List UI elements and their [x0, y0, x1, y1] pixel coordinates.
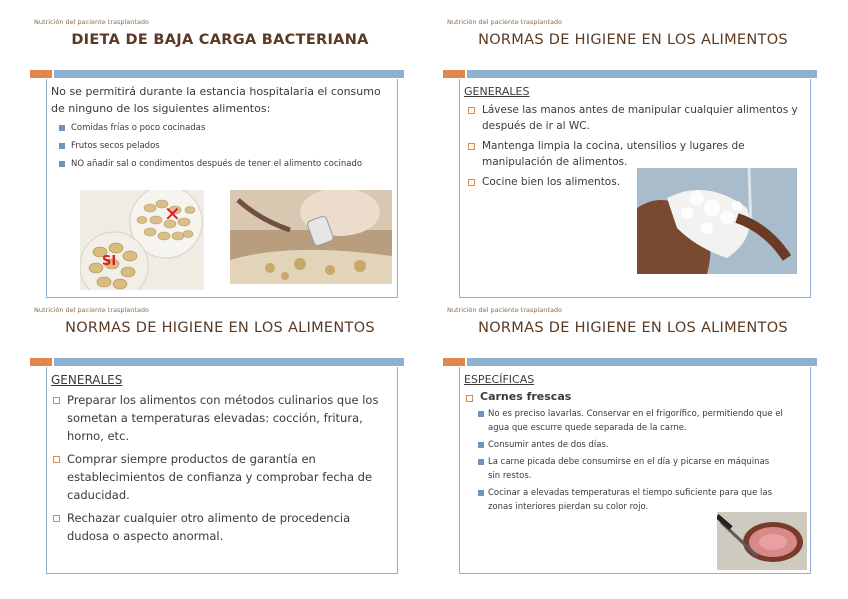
accent-bar-blue — [467, 70, 817, 78]
salt-shaker-photo — [230, 190, 392, 284]
si-mark-label: SI — [102, 254, 117, 269]
slide-3 — [30, 306, 430, 586]
accent-bar-blue — [54, 70, 404, 78]
subheading: Carnes frescas — [464, 390, 810, 403]
section-heading: GENERALES — [464, 85, 530, 98]
list-item: Lávese las manos antes de manipular cualquier alimentos y después de ir al WC. — [464, 102, 802, 134]
list-item: No es preciso lavarlas. Conservar en el frigorífico, permitiendo que el agua que escurre quede separada de la carne. — [460, 407, 806, 435]
list-item: Cocine bien los alimentos. — [464, 174, 802, 190]
list-item: Consumir antes de dos días. — [460, 438, 806, 452]
food-list — [47, 121, 397, 171]
nuts-photo — [80, 190, 204, 290]
section-heading: GENERALES — [51, 373, 123, 387]
accent-bar-orange — [443, 70, 465, 78]
hygiene-list — [47, 391, 397, 545]
accent-bar-orange — [443, 358, 465, 366]
list-item: Preparar los alimentos con métodos culinarios que los sometan a temperaturas elevadas: cocción, fritura, horno, etc. — [51, 391, 387, 445]
no-mark-label: ✕ — [164, 202, 181, 226]
slide-title: NORMAS DE HIGIENE EN LOS ALIMENTOS — [478, 32, 788, 48]
header-tag: Nutrición del paciente trasplantado — [447, 18, 563, 26]
section-heading: ESPECÍFICAS — [464, 373, 535, 386]
header-tag: Nutrición del paciente trasplantado — [34, 18, 150, 26]
list-item: Comidas frías o poco cocinadas — [47, 121, 391, 135]
list-item: La carne picada debe consumirse en el día y picarse en máquinas sin restos. — [460, 455, 780, 483]
slide-1 — [30, 18, 430, 298]
list-item: Comprar siempre productos de garantía en establecimientos de confianza y comprobar fecha de caducidad. — [51, 450, 387, 504]
meat-photo — [717, 512, 807, 570]
accent-bar-orange — [30, 358, 52, 366]
accent-bar-blue — [467, 358, 817, 366]
accent-bar-orange — [30, 70, 52, 78]
slide-2 — [443, 18, 843, 298]
intro-text: No se permitirá durante la estancia hospitalaria el consumo de ninguno de los siguientes alimentos: — [51, 85, 381, 115]
list-item: Frutos secos pelados — [47, 139, 391, 153]
slide-title: NORMAS DE HIGIENE EN LOS ALIMENTOS — [478, 320, 788, 336]
list-item: NO añadir sal o condimentos después de tener el alimento cocinado — [47, 157, 391, 171]
meat-list — [460, 407, 810, 514]
slide-content — [46, 367, 398, 574]
slide-title: DIETA DE BAJA CARGA BACTERIANA — [71, 32, 369, 48]
header-tag: Nutrición del paciente trasplantado — [447, 306, 563, 314]
slide-title: NORMAS DE HIGIENE EN LOS ALIMENTOS — [65, 320, 375, 336]
accent-bar-blue — [54, 358, 404, 366]
list-item: Cocinar a elevadas temperaturas el tiempo suficiente para que las zonas interiores pierdan su color rojo. — [460, 486, 784, 514]
handwashing-photo — [637, 168, 797, 274]
slide-4 — [443, 306, 843, 586]
list-item: Mantenga limpia la cocina, utensilios y lugares de manipulación de alimentos. — [464, 138, 766, 170]
header-tag: Nutrición del paciente trasplantado — [34, 306, 150, 314]
list-item: Rechazar cualquier otro alimento de procedencia dudosa o aspecto anormal. — [51, 509, 387, 545]
